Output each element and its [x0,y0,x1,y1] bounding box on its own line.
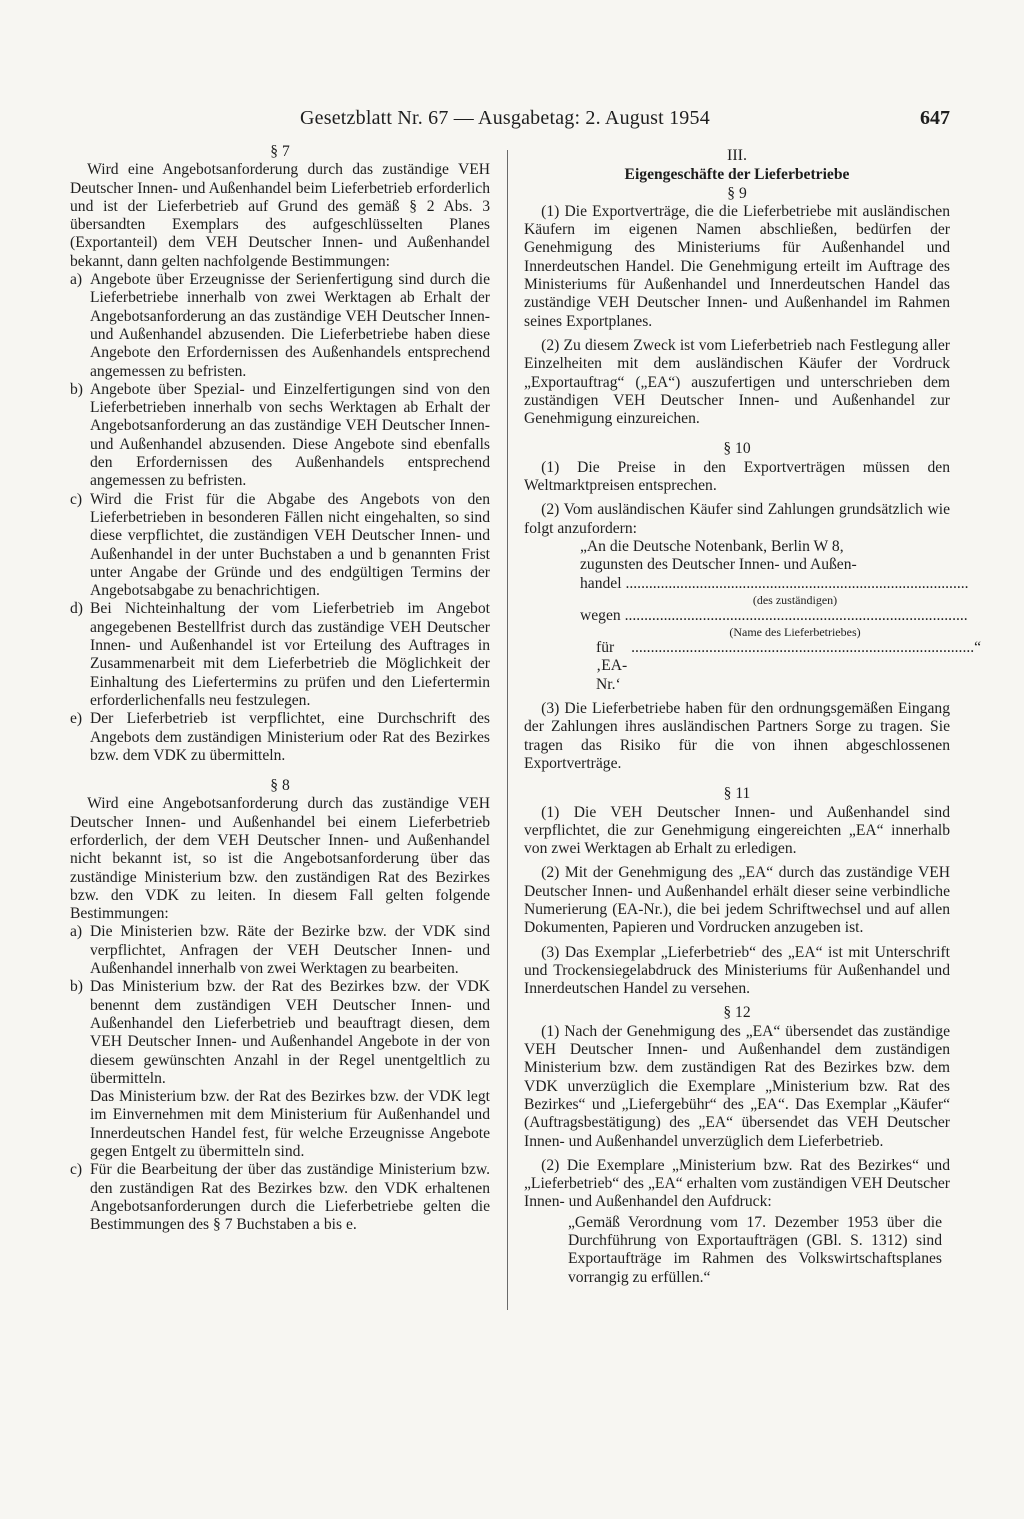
formula-line-5 [580,639,982,694]
item-text-block [90,978,490,1161]
item-label: a) [70,923,83,941]
item-text: Die Ministerien bzw. Räte der Bezirke bzw. der VDK sind verpflichtet, Anfragen der VEH Deutscher Innen- und Außenhandel innerhalb von zwei Werktagen zu bearbeiten. [90,923,490,978]
item-text: Der Lieferbetrieb ist verpflichtet, eine Durchschrift des Angebots dem zuständigen Ministerium oder Rat des Bezirkes bzw. dem VDK zu übermitteln. [90,710,490,764]
page-number: 647 [920,107,950,129]
formula-note-2: (Name des Lieferbetriebes) [729,625,861,640]
section-9-heading: § 9 [727,184,747,202]
formula-note-1: (des zuständigen) [752,592,838,607]
formula-line-3 [580,574,969,593]
section-12-heading: § 12 [723,1004,751,1022]
section-7-item-d [70,600,490,710]
item-text: Wird die Frist für die Abgabe des Angebots von den Lieferbetrieben in besonderen Fällen nicht eingehalten, so sind diese verpflichtet, die zuständigen VEH Deutscher Innen- und Außenhandel in der unter Buchstaben a und b genannten Frist unter Angabe der Gründe und des endgültigen Termins der Angebotsabgabe zu benachrichtigen. [90,490,490,600]
section-7-item-b [70,381,490,491]
item-text: Angebote über Erzeugnisse der Serienfertigung sind durch die Lieferbetriebe innerhalb von zwei Werktagen ab Erhalt der Angebotsanforderung an das zuständige VEH Deutscher Innen- und Außenhandel abzusenden. Die Lieferbetriebe haben diese Angebote den Erfordernissen des Außenhandels entsprechend angemessen zu befristen. [90,271,490,380]
section-8-intro: Wird eine Angebotsanforderung durch das zuständige VEH Deutscher Innen- und Außenhandel bei einem Lieferbetrieb erforderlich, der dem VEH Deutscher Innen- und Außenhandel nicht bekannt ist, so ist die Angebotsanforderung über das zuständige Ministerium bzw. den zuständigen Rat des Bezirkes bzw. den VDK zu leiten. In diesem Fall gelten folgende Bestimmungen: [70,795,490,923]
formula-line-2: zugunsten des Deutscher Innen- und Außen- [580,556,857,574]
section-7-heading: § 7 [270,143,290,160]
column-divider [507,150,508,1310]
left-column [70,143,490,1235]
section-9-para-2: (2) Zu diesem Zweck ist vom Lieferbetrieb nach Festlegung aller Einzelheiten mit dem ausländischen Käufer der Vordruck „Exportauftrag“ („EA“) auszufertigen und unterschrieben dem zuständigen VEH Deutscher Innen- und Außenhandel zur Genehmigung einzureichen. [524,336,950,428]
section-10-heading: § 10 [723,440,751,458]
payment-formula [524,537,982,694]
formula-label: wegen [580,606,621,624]
formula-label: für ‚EA-Nr.‘ [596,639,628,693]
section-12-para-2: (2) Die Exemplare „Ministerium bzw. Rat des Bezirkes“ und „Lieferbetrieb“ des „EA“ erhalten vom zuständigen VEH Deutscher Innen- und Außenhandel den Aufdruck: [524,1156,950,1211]
section-7-intro: Wird eine Angebotsanforderung durch das zuständige VEH Deutscher Innen- und Außenhandel beim Lieferbetrieb erforderlich und ist der Lieferbetrieb auf Grund des gemäß § 2 Abs. 3 übersandten Exemplars des aufgeschlüsselten Planes (Exportanteil) dem VEH Deutscher Innen- und Außenhandel bekannt, dann gelten nachfolgende Bestimmungen: [70,161,490,270]
item-text-continued: Das Ministerium bzw. der Rat des Bezirkes bzw. der VDK legt im Einvernehmen mit dem Ministerium für Außenhandel und Innerdeutschen Handel fest, für welche Erzeugnisse Angebote gegen Entgelt zu übermitteln sind. [90,1088,490,1161]
item-label: d) [70,600,83,618]
dotted-leader: ........................................................................................ [621,574,969,592]
section-11-para-1: (1) Die VEH Deutscher Innen- und Außenhandel sind verpflichtet, die zur Genehmigung eingereichten „EA“ innerhalb von zwei Werktagen ab Erhalt zu erledigen. [524,803,950,858]
section-8-item-a [70,923,490,978]
section-7-item-a [70,271,490,381]
formula-closing-quote: “ [974,639,982,657]
section-9-para-1: (1) Die Exportverträge, die die Lieferbetriebe mit ausländischen Käufern im eigenen Namen abschließen, bedürfen der Genehmigung des Ministeriums für Außenhandel und Innerdeutschen Handel. Die Genehmigung erteilt im Auftrage des Ministeriums für Außenhandel und Innerdeutschen Handel das zuständige VEH Deutscher Innen- und Außenhandel im Rahmen seines Exportplanes. [524,202,950,330]
item-text: Das Ministerium bzw. der Rat des Bezirkes bzw. der VDK benennt dem zuständigen VEH Deutscher Innen- und Außenhandel den Lieferbetrieb und beauftragt diesen, dem VEH Deutscher Innen- und Außenhandel Angebote in der von diesem gewünschten Anzahl in der Regel unentgeltlich zu übermitteln. [90,978,490,1087]
formula-line-1: „An die Deutsche Notenbank, Berlin W 8, [580,537,844,555]
part-number: III. [727,147,747,164]
formula-line-4 [580,606,968,625]
item-label: c) [70,490,83,508]
dotted-leader: ........................................................................................ [627,639,975,657]
page-header [300,107,950,133]
section-10-para-3: (3) Die Lieferbetriebe haben für den ordnungsgemäßen Eingang der Zahlungen ihres ausländischen Partners Sorge zu tragen. Sie tragen das Risiko für die von ihnen abgeschlossenen Exportverträge. [524,700,950,772]
right-column [524,143,982,1287]
section-8-item-b [70,978,490,1161]
section-7-item-c [70,491,490,601]
item-label: a) [70,271,83,289]
item-label: b) [70,380,83,398]
gazette-title: Gesetzblatt Nr. 67 — Ausgabetag: 2. August 1954 [300,107,710,129]
section-8-item-c [70,1161,490,1234]
item-label: c) [70,1161,83,1179]
section-10-para-2: (2) Vom ausländischen Käufer sind Zahlungen grundsätzlich wie folgt anzufordern: [524,501,950,537]
item-text: Bei Nichteinhaltung der vom Lieferbetrieb im Angebot angegebenen Bestellfrist durch das zuständige VEH Deutscher Innen- und Außenhandel ist vor Erteilung des Auftrages in Zusammenarbeit mit dem Lieferbetrieb die Möglichkeit der Einhaltung des Liefertermins zu prüfen und den Liefertermin erforderlichenfalls neu festzulegen. [90,600,490,709]
item-label: b) [70,978,83,996]
item-text: Angebote über Spezial- und Einzelfertigungen sind von den Lieferbetrieben innerhalb von sechs Werktagen ab Erhalt der Angebotsanforderung an das zuständige VEH Deutscher Innen- und Außenhandel abzusenden. Diese Angebote sind ebenfalls den Erfordernissen des Außenhandels entsprechend angemessen zu befristen. [90,380,490,490]
section-8-heading: § 8 [270,777,290,795]
item-text: Für die Bearbeitung der über das zuständige Ministerium bzw. den zuständigen Rat des Bezirkes bzw. den VDK erhaltenen Angebotsanforderungen durch die Lieferbetriebe gelten die Bestimmungen des § 7 Buchstaben a bis e. [90,1161,490,1234]
section-11-para-3: (3) Das Exemplar „Lieferbetrieb“ des „EA“ ist mit Unterschrift und Trockensiegelabdruck des Ministeriums für Außenhandel und Innerdeutschen Handel zu versehen. [524,943,950,998]
formula-label: handel [580,574,622,592]
part-title: Eigengeschäfte der Lieferbetriebe [624,166,850,184]
dotted-leader: ........................................................................................ [620,606,968,624]
section-11-para-2: (2) Mit der Genehmigung des „EA“ durch das zuständige VEH Deutscher Innen- und Außenhandel erhält dieser seine verbindliche Numerierung (EA-Nr.), die bei jedem Schriftwechsel und auf allen Dokumenten, Papieren und Vordrucken anzugeben ist. [524,864,950,937]
item-label: e) [70,710,83,728]
section-12-para-1: (1) Nach der Genehmigung des „EA“ übersendet das zuständige VEH Deutscher Innen- und Außenhandel dem zuständigen Ministerium bzw. dem zuständigen Rat des Bezirkes bzw. dem VDK unverzüglich die Exemplare „Ministerium bzw. Rat des Bezirkes“ und „Liefergebühr“ des „EA“. Das Exemplar „Käufer“ (Auftragsbestätigung) des „EA“ übersendet das VEH Deutscher Innen- und Außenhandel unverzüglich dem Lieferbetrieb. [524,1022,950,1150]
section-10-para-1: (1) Die Preise in den Exportverträgen müssen den Weltmarktpreisen entsprechen. [524,458,950,495]
section-11-heading: § 11 [723,785,751,803]
stamp-text-quote: „Gemäß Verordnung vom 17. Dezember 1953 über die Durchführung von Exportaufträgen (GBl. S. 1312) sind Exportaufträge im Rahmen des Volkswirtschaftsplanes vorrangig zu erfüllen.“ [568,1213,942,1286]
section-7-item-e [70,710,490,765]
